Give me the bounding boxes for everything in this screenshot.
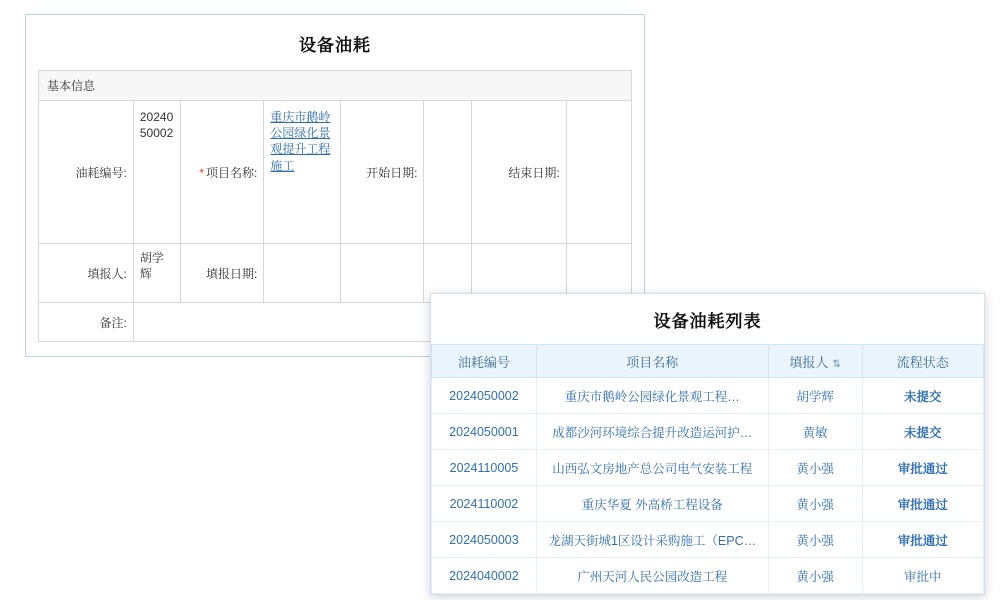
cell-reporter: 胡学辉	[768, 378, 862, 414]
cell-reporter: 黄小强	[768, 450, 862, 486]
form-title: 设备油耗	[299, 36, 371, 55]
column-header-project-name[interactable]: 项目名称	[536, 345, 768, 378]
cell-project-name[interactable]: 重庆市鹅岭公园绿化景观工程…	[536, 378, 768, 414]
start-date-value[interactable]	[424, 101, 471, 244]
fuel-code-label: 油耗编号:	[39, 101, 134, 244]
equipment-fuel-list-panel	[430, 293, 985, 595]
equipment-fuel-list-table	[431, 344, 984, 594]
required-asterisk: *	[199, 165, 204, 180]
start-date-label: 开始日期:	[341, 101, 424, 244]
column-header-reporter[interactable]	[768, 345, 862, 378]
cell-code[interactable]: 2024050002	[432, 378, 537, 414]
reporter-label: 填报人:	[39, 244, 134, 303]
sort-icon[interactable]: ⇅	[832, 358, 841, 370]
reporter-row-spacer-1	[341, 244, 424, 303]
reporter-value: 胡学辉	[133, 244, 180, 303]
cell-status: 审批通过	[862, 450, 983, 486]
column-header-status[interactable]: 流程状态	[862, 345, 983, 378]
cell-project-name[interactable]: 重庆华夏 外高桥工程设备	[536, 486, 768, 522]
table-header-row	[432, 345, 984, 378]
table-row[interactable]	[432, 414, 984, 450]
project-name-link[interactable]: 重庆市鹅岭公园绿化景观提升工程施工	[270, 110, 331, 173]
end-date-label: 结束日期:	[471, 101, 566, 244]
basic-info-section-header: 基本信息	[38, 70, 632, 100]
cell-reporter: 黄小强	[768, 522, 862, 558]
project-name-value-cell	[264, 101, 341, 244]
table-row[interactable]	[432, 450, 984, 486]
cell-code[interactable]: 2024040002	[432, 558, 537, 594]
project-name-label-text: 项目名称:	[205, 165, 258, 180]
cell-code[interactable]: 2024050001	[432, 414, 537, 450]
cell-project-name[interactable]: 广州天河人民公园改造工程	[536, 558, 768, 594]
table-row[interactable]	[432, 522, 984, 558]
cell-reporter: 黄小强	[768, 486, 862, 522]
cell-project-name[interactable]: 山西弘文房地产总公司电气安装工程	[536, 450, 768, 486]
cell-code[interactable]: 2024110002	[432, 486, 537, 522]
cell-reporter: 黄敏	[768, 414, 862, 450]
cell-code[interactable]: 2024110005	[432, 450, 537, 486]
column-header-reporter-label: 填报人	[789, 354, 829, 370]
column-header-code[interactable]: 油耗编号	[432, 345, 537, 378]
cell-status: 审批通过	[862, 522, 983, 558]
cell-project-name[interactable]: 成都沙河环境综合提升改造运河护…	[536, 414, 768, 450]
report-date-label: 填报日期:	[181, 244, 264, 303]
cell-reporter: 黄小强	[768, 558, 862, 594]
end-date-value[interactable]	[566, 101, 631, 244]
list-title: 设备油耗列表	[431, 294, 984, 344]
cell-status: 审批通过	[862, 486, 983, 522]
cell-project-name[interactable]: 龙湖天街城1区设计采购施工（EPC…	[536, 522, 768, 558]
form-row-primary	[39, 101, 632, 244]
cell-status: 未提交	[862, 378, 983, 414]
table-row[interactable]	[432, 378, 984, 414]
fuel-code-value: 2024050002	[133, 101, 180, 244]
table-row[interactable]	[432, 486, 984, 522]
report-date-value[interactable]	[264, 244, 341, 303]
cell-status: 未提交	[862, 414, 983, 450]
remark-label: 备注:	[39, 303, 134, 342]
cell-code[interactable]: 2024050003	[432, 522, 537, 558]
cell-status: 审批中	[862, 558, 983, 594]
table-row[interactable]	[432, 558, 984, 594]
project-name-label	[181, 101, 264, 244]
